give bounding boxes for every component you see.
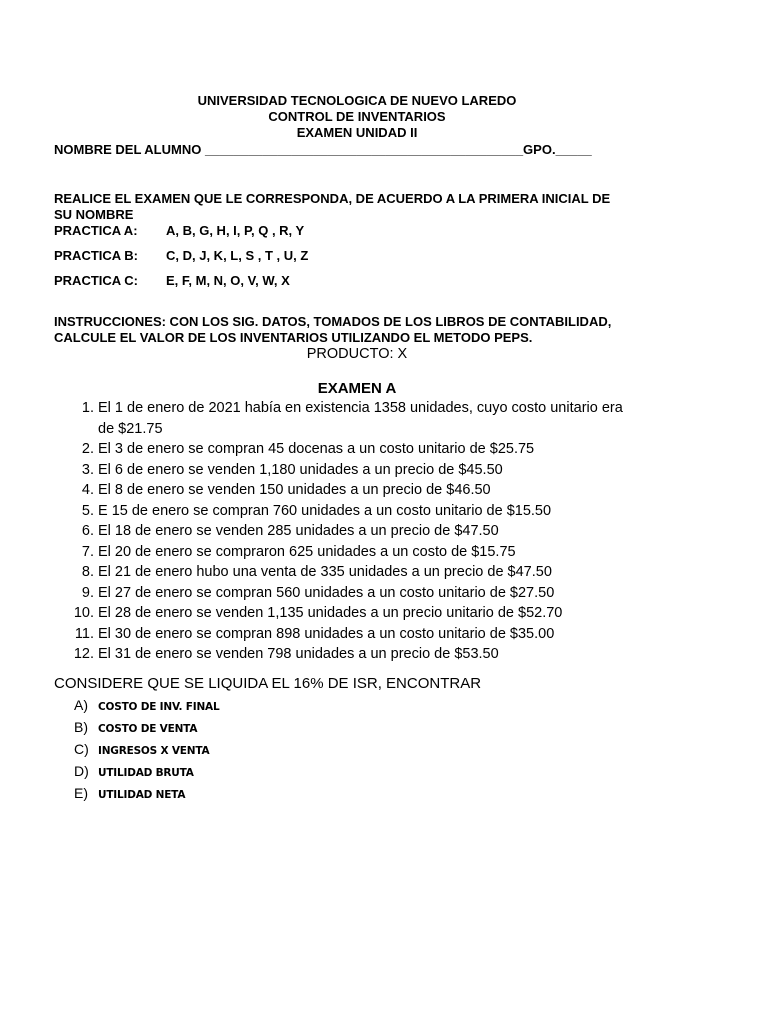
item-text: El 28 de enero se venden 1,135 unidades a un precio unitario de $52.70 xyxy=(98,605,563,621)
item-text: El 1 de enero de 2021 había en existencia 1358 unidades, cuyo costo unitario era xyxy=(98,400,623,416)
item-text: El 30 de enero se compran 898 unidades a un costo unitario de $35.00 xyxy=(98,625,555,642)
list-item xyxy=(54,644,674,665)
item-text: El 8 de enero se venden 150 unidades a un precio de $46.50 xyxy=(98,482,491,498)
item-text: El 18 de enero se venden 285 unidades a un precio de $47.50 xyxy=(98,523,499,539)
option-text: COSTO DE INV. FINAL xyxy=(98,701,220,713)
item-text: El 20 de enero se compraron 625 unidades a un costo de $15.75 xyxy=(98,543,516,560)
product-label: PRODUCTO: X xyxy=(306,346,408,362)
item-text: El 3 de enero se compran 45 docenas a un costo unitario de $25.75 xyxy=(98,441,535,457)
item-text-continued: de $21.75 xyxy=(98,420,163,437)
list-item xyxy=(54,583,674,604)
item-number: 8. xyxy=(81,564,94,580)
practice-b-label: PRACTICA B: xyxy=(54,248,139,263)
exam-name: EXAMEN UNIDAD II xyxy=(296,125,418,140)
list-item xyxy=(54,521,674,542)
item-text: E 15 de enero se compran 760 unidades a un costo unitario de $15.50 xyxy=(98,502,552,519)
item-number: 10. xyxy=(73,605,94,621)
option-text: UTILIDAD BRUTA xyxy=(98,767,194,779)
student-name-line: NOMBRE DEL ALUMNO ____________________________________________GPO._____ xyxy=(54,142,592,157)
option-letter: D) xyxy=(74,763,89,779)
intro-line-1: REALICE EL EXAMEN QUE LE CORRESPONDA, DE ACUERDO A LA PRIMERA INICIAL DE xyxy=(54,191,611,206)
list-item xyxy=(54,783,219,805)
list-item xyxy=(54,480,674,501)
university-name: UNIVERSIDAD TECNOLOGICA DE NUEVO LAREDO xyxy=(197,93,517,108)
item-number: 5. xyxy=(81,502,94,519)
item-number: 1. xyxy=(81,400,94,416)
item-number: 11. xyxy=(74,625,94,642)
item-number: 12. xyxy=(73,646,94,662)
list-item xyxy=(54,695,219,717)
list-item xyxy=(54,398,674,439)
option-text: INGRESOS X VENTA xyxy=(98,745,210,757)
option-letter: C) xyxy=(74,741,89,757)
option-letter: B) xyxy=(74,719,88,735)
item-number: 2. xyxy=(81,441,94,457)
instructions-line-1: INSTRUCCIONES: CON LOS SIG. DATOS, TOMADOS DE LOS LIBROS DE CONTABILIDAD, xyxy=(54,314,612,329)
list-item xyxy=(54,717,219,739)
option-text: UTILIDAD NETA xyxy=(98,789,186,801)
list-item xyxy=(54,460,674,481)
intro-line-2: SU NOMBRE xyxy=(54,207,134,222)
course-name: CONTROL DE INVENTARIOS xyxy=(268,109,446,124)
practice-a-letters: A, B, G, H, I, P, Q , R, Y xyxy=(166,223,305,238)
option-text: COSTO DE VENTA xyxy=(98,723,198,735)
consider-statement: CONSIDERE QUE SE LIQUIDA EL 16% DE ISR, ENCONTRAR xyxy=(54,675,482,692)
item-number: 9. xyxy=(81,584,94,601)
item-number: 7. xyxy=(81,543,94,560)
item-text: El 27 de enero se compran 560 unidades a un costo unitario de $27.50 xyxy=(98,584,555,601)
answer-options-list xyxy=(54,695,219,805)
item-text: El 6 de enero se venden 1,180 unidades a un precio de $45.50 xyxy=(98,461,503,478)
practice-a-label: PRACTICA A: xyxy=(54,223,138,238)
exam-items-list xyxy=(54,398,674,665)
list-item xyxy=(54,501,674,522)
practice-c-letters: E, F, M, N, O, V, W, X xyxy=(166,273,290,288)
list-item xyxy=(54,761,219,783)
item-number: 4. xyxy=(81,482,94,498)
practice-b-letters: C, D, J, K, L, S , T , U, Z xyxy=(166,248,309,263)
list-item xyxy=(54,739,219,761)
list-item xyxy=(54,603,674,624)
option-letter: A) xyxy=(74,697,88,713)
instructions-line-2: CALCULE EL VALOR DE LOS INVENTARIOS UTILIZANDO EL METODO PEPS. xyxy=(54,330,533,345)
item-number: 6. xyxy=(81,523,94,539)
list-item xyxy=(54,624,674,645)
item-text: El 31 de enero se venden 798 unidades a un precio de $53.50 xyxy=(98,646,499,662)
practice-c-label: PRACTICA C: xyxy=(54,273,139,288)
item-number: 3. xyxy=(81,461,94,478)
list-item xyxy=(54,439,674,460)
option-letter: E) xyxy=(74,785,88,801)
item-text: El 21 de enero hubo una venta de 335 unidades a un precio de $47.50 xyxy=(98,564,552,580)
exam-title: EXAMEN A xyxy=(317,380,397,397)
list-item xyxy=(54,542,674,563)
list-item xyxy=(54,562,674,583)
